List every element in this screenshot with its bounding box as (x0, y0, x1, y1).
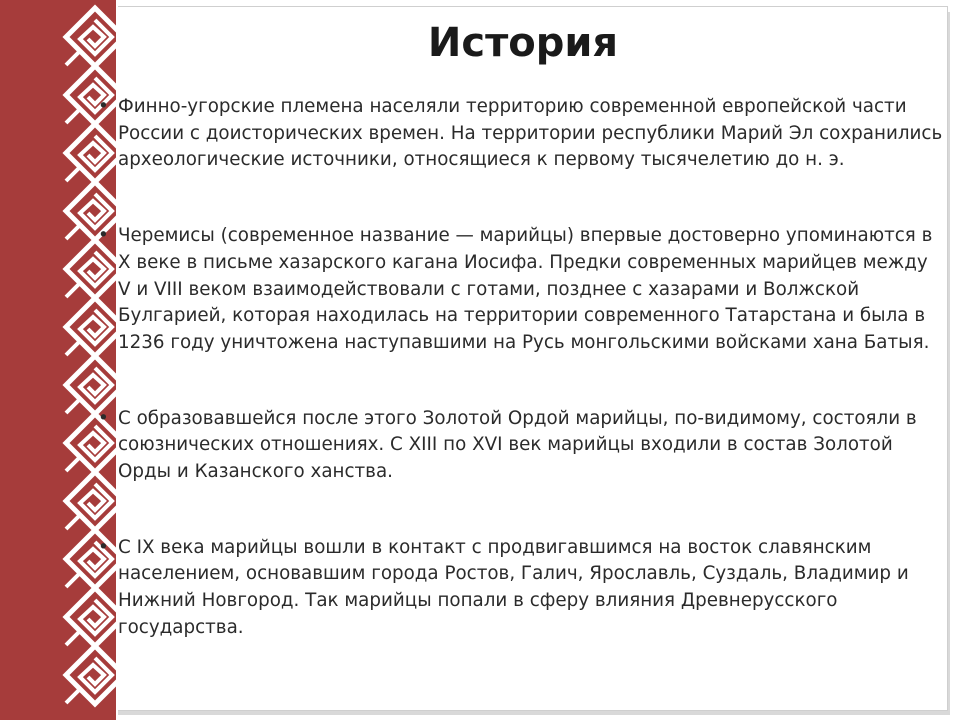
list-item: • Черемисы (современное название — марийцы) впервые достоверно упоминаются в X веке в письме хазарского кагана Иосифа. Предки современных марийцев между V и VIII веком взаимодействовали с готами, позднее с хазарами и Волжской Булгарией, которая находилась на территории современного Татарстана и была в 1236 году уничтожена наступавшими на Русь монгольскими войсками хана Батыя. (118, 223, 944, 357)
slide-title: История (427, 20, 619, 66)
list-item: • С образовавшейся после этого Золотой Ордой марийцы, по-видимому, состояли в союзнических отношениях. С XIII по XVI век марийцы входили в состав Золотой Орды и Казанского ханства. (118, 406, 944, 486)
bullet-list (118, 94, 944, 691)
list-item: • С IX века марийцы вошли в контакт с продвигавшимся на восток славянским населением, основавшим города Ростов, Галич, Ярославль, Суздаль, Владимир и Нижний Новгород. Так марийцы попали в сферу влияния Древнерусского государства. (118, 535, 944, 642)
list-item: • Финно-угорские племена населяли территорию современной европейской части России с доисторических времен. На территории республики Марий Эл сохранились археологические источники, относящиеся к первому тысячелетию до н. э. (118, 94, 944, 174)
